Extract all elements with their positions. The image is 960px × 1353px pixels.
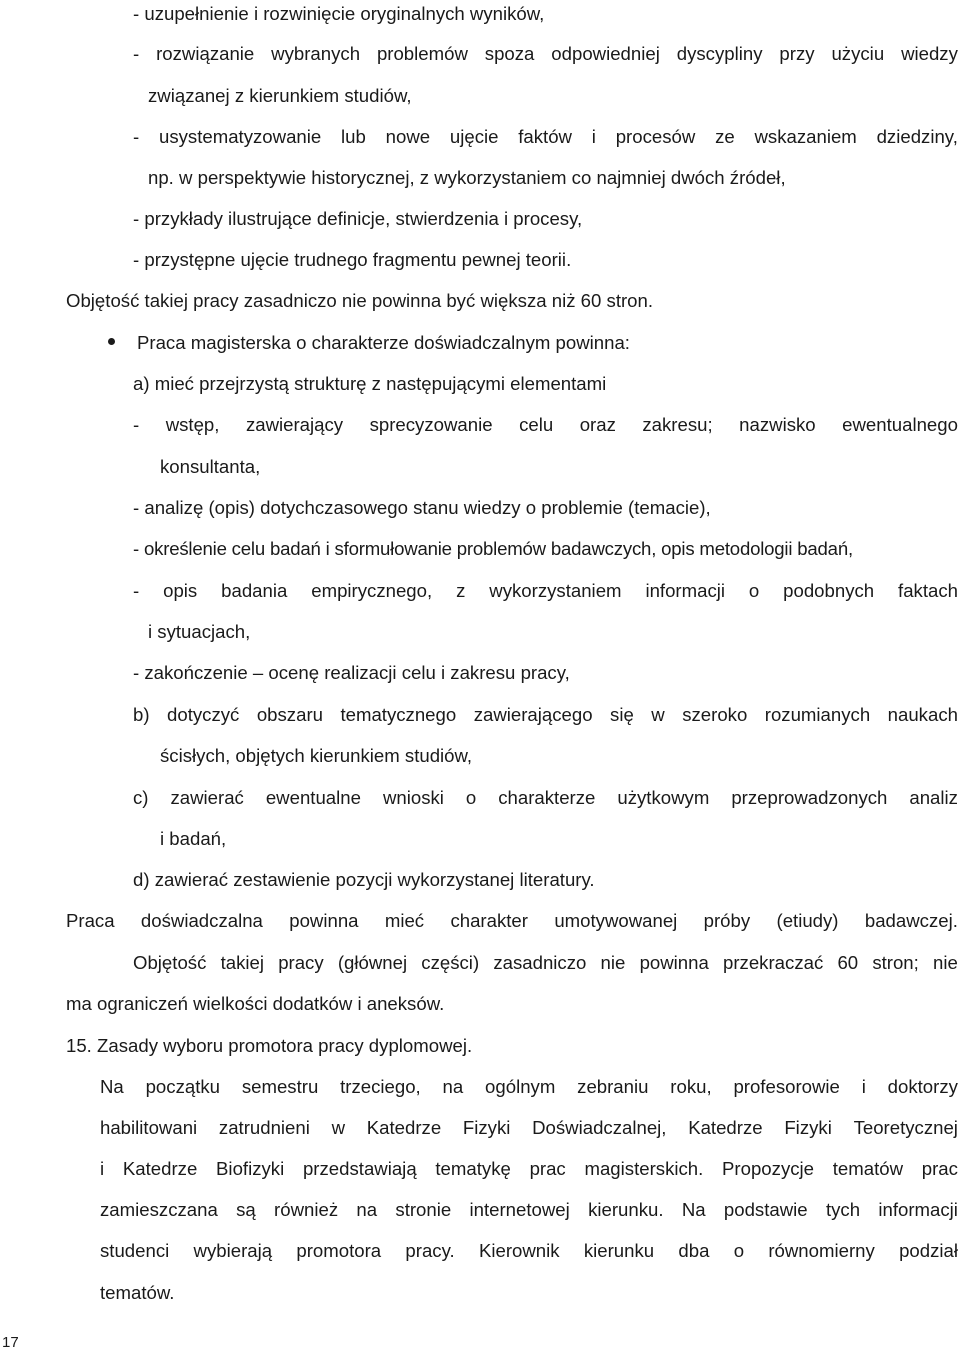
text-line: - określenie celu badań i sformułowanie problemów badawczych, opis metodologii badań, [133,538,853,559]
text-line: konsultanta, [160,456,261,477]
text-line: ścisłych, objętych kierunkiem studiów, [160,745,473,766]
text-line: a) mieć przejrzystą strukturę z następującymi elementami [133,373,607,394]
text-line: tematów. [100,1282,175,1303]
text-line: studenci wybierają promotora pracy. Kierownik kierunku dba o równomierny podział [100,1240,958,1261]
text-line: Objętość takiej pracy (głównej części) zasadniczo nie powinna przekraczać 60 stron; nie [133,952,958,973]
text-line: - opis badania empirycznego, z wykorzystaniem informacji o podobnych faktach [133,580,958,601]
text-line: - zakończenie – ocenę realizacji celu i zakresu pracy, [133,662,570,683]
text-line: - usystematyzowanie lub nowe ujęcie faktów i procesów ze wskazaniem dziedziny, [133,126,958,147]
text-line: Praca magisterska o charakterze doświadczalnym powinna: [137,332,630,353]
text-line: - analizę (opis) dotychczasowego stanu wiedzy o problemie (temacie), [133,497,711,518]
text-line: Objętość takiej pracy zasadniczo nie powinna być większa niż 60 stron. [66,290,654,311]
text-line: np. w perspektywie historycznej, z wykorzystaniem co najmniej dwóch źródeł, [148,167,786,188]
text-line: i sytuacjach, [148,621,251,642]
text-line: - przykłady ilustrujące definicje, stwierdzenia i procesy, [133,208,583,229]
text-line: Na początku semestru trzeciego, na ogólnym zebraniu roku, profesorowie i doktorzy [100,1076,958,1097]
text-line: ma ograniczeń wielkości dodatków i aneksów. [66,993,445,1014]
text-line: - uzupełnienie i rozwinięcie oryginalnych wyników, [133,3,545,24]
text-line: - wstęp, zawierający sprecyzowanie celu oraz zakresu; nazwisko ewentualnego [133,414,958,435]
text-line: i badań, [160,828,227,849]
text-line: i Katedrze Biofizyki przedstawiają tematykę prac magisterskich. Propozycje tematów prac [100,1158,958,1179]
text-line: - przystępne ujęcie trudnego fragmentu pewnej teorii. [133,249,572,270]
text-line: c) zawierać ewentualne wnioski o charakterze użytkowym przeprowadzonych analiz [133,787,958,808]
text-line: b) dotyczyć obszaru tematycznego zawierającego się w szeroko rozumianych naukach [133,704,958,725]
text-line: d) zawierać zestawienie pozycji wykorzystanej literatury. [133,869,595,890]
text-line: - rozwiązanie wybranych problemów spoza odpowiedniej dyscypliny przy użyciu wiedzy [133,43,958,64]
page-number: 17 [2,1334,19,1351]
text-line: zamieszczana są również na stronie internetowej kierunku. Na podstawie tych informacji [100,1199,958,1220]
text-line: Praca doświadczalna powinna mieć charakter umotywowanej próby (etiudy) badawczej. [66,910,958,931]
text-line: związanej z kierunkiem studiów, [148,85,412,106]
section-heading: 15. Zasady wyboru promotora pracy dyplomowej. [66,1035,473,1056]
text-line: habilitowani zatrudnieni w Katedrze Fizyki Doświadczalnej, Katedrze Fizyki Teoretycznej [100,1117,958,1138]
bullet-icon [108,338,115,345]
